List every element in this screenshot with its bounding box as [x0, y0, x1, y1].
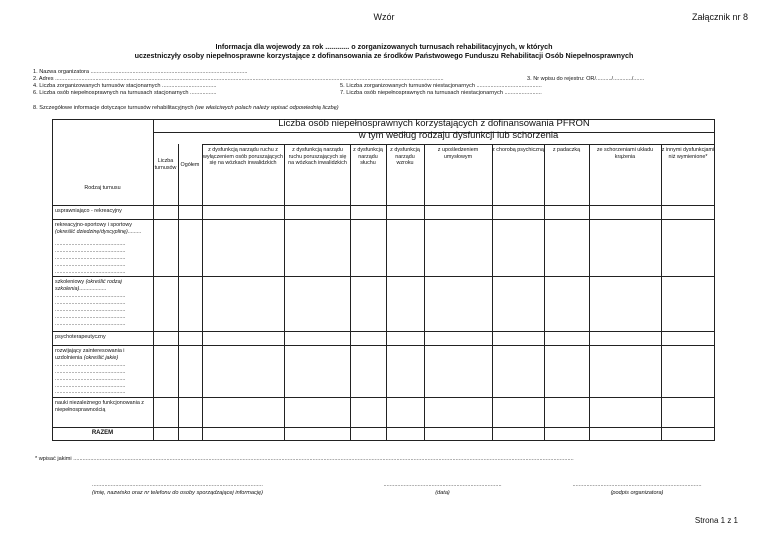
- table-super-header: Liczba osób niepełnosprawnych korzystających z dofinansowania PFRON: [278, 118, 590, 129]
- signature-date-label: (data): [435, 490, 450, 496]
- table-vline-6: [386, 144, 387, 441]
- table-line-row6: [52, 427, 715, 428]
- field-nonstationary-count: 5. Liczba zorganizowanych turnusów niestacjonarnych ..........................................: [340, 83, 542, 89]
- row-sport-dots: .........: [127, 228, 142, 235]
- table-line-row5: [52, 397, 715, 398]
- page-number: Strona 1 z 1: [694, 516, 738, 525]
- row-label-interests: [55, 348, 150, 361]
- table-col-dys-7: z padaczką: [552, 147, 581, 153]
- table-col-count: Liczba turnusów: [154, 158, 177, 171]
- turnus-table: [52, 119, 715, 441]
- row-sport-dots-2: ...............................................: [55, 248, 126, 254]
- footnote: * wpisać jakimi ..................................................................................................................................................................................................................................................................................................................................: [35, 456, 574, 462]
- table-col-dys-3: z dysfunkcją narządu słuchu: [353, 147, 383, 166]
- table-line-row4: [52, 345, 715, 346]
- row-label-psychotherapy: psychoterapeutyczny: [55, 334, 106, 340]
- title-line-1: Informacja dla wojewody za rok ............ o zorganizowanych turnusach rehabilitacyjnych, w których: [215, 42, 553, 51]
- row-interests-dots-4: ...............................................: [55, 383, 126, 389]
- row-training-dots-2: ...............................................: [55, 300, 126, 306]
- row-training-note: (określić rodzaj szkolenia): [55, 279, 122, 292]
- row-training-dots: ..................: [79, 285, 107, 292]
- table-col-dys-2: z dysfunkcją narządu ruchu poruszających się na wózkach inwalidzkich: [288, 147, 347, 166]
- row-training-dots-1: ...............................................: [55, 293, 126, 299]
- table-line-row1: [52, 219, 715, 220]
- row-training-dots-4: ...............................................: [55, 314, 126, 320]
- table-border-left: [52, 119, 53, 441]
- table-col-dys-9: z innymi dysfunkcjami niż wymienione*: [661, 147, 715, 160]
- field-detailed-info: [33, 105, 339, 111]
- table-vline-4: [284, 144, 285, 441]
- field-detailed-note: (we właściwych polach należy wpisać odpowiednią liczbę): [195, 105, 339, 111]
- table-vline-11: [661, 144, 662, 441]
- row-label-independence: nauki niezależnego funkcjonowania z niepełnosprawnością: [55, 400, 145, 413]
- header-attachment-number: Załącznik nr 8: [691, 12, 748, 22]
- table-col-dys-5: z upośledzeniem umysłowym: [437, 147, 479, 160]
- row-training-text: szkoleniowy: [55, 279, 86, 285]
- row-interests-note: (określić jakie): [83, 354, 119, 361]
- row-interests-text: rozwijający zainteresowania i uzdolnienia: [55, 348, 125, 361]
- field-organizer-name: 1. Nazwa organizatora .....................................................................................................: [33, 69, 248, 75]
- field-register-number: 3. Nr wpisu do rejestru: OR/........../............/.......: [527, 76, 645, 82]
- row-label-sport: [55, 222, 150, 235]
- field-stationary-people: 6. Liczba osób niepełnosprawnych na turnusach stacjonarnych .................: [33, 90, 217, 96]
- table-vline-10: [589, 144, 590, 441]
- row-interests-dots-5: ...............................................: [55, 389, 126, 395]
- row-label-rehabilitation: usprawniająco - rekreacyjny: [55, 208, 122, 214]
- table-col-type: Rodzaj turnusu: [84, 185, 121, 191]
- field-detailed-label: 8. Szczegółowe informacje dotyczące turnusów rehabilitacyjnych: [33, 105, 194, 111]
- table-border-right: [714, 119, 715, 441]
- signature-contact-dots: ..............................................................................................................: [92, 482, 263, 488]
- title-line-2: uczestniczyły osoby niepełnosprawne korzystające z dofinansowania ze środków Państwowego Funduszu Rehabilitacji Osób Niepełnosprawnych: [134, 51, 634, 60]
- row-training-dots-3: ...............................................: [55, 307, 126, 313]
- signature-organizer-label: (podpis organizatora): [610, 490, 664, 496]
- table-vline-2: [178, 144, 179, 441]
- table-border-bottom: [52, 440, 715, 441]
- table-vline-5: [350, 144, 351, 441]
- table-col-dys-6: z chorobą psychiczną: [492, 147, 544, 153]
- table-vline-9: [544, 144, 545, 441]
- row-label-total: RAZEM: [91, 430, 114, 436]
- row-training-dots-5: ...............................................: [55, 321, 126, 327]
- table-vline-8: [492, 144, 493, 441]
- table-line-row3: [52, 331, 715, 332]
- row-sport-dots-3: ...............................................: [55, 255, 126, 261]
- row-interests-dots-1: ...............................................: [55, 362, 126, 368]
- field-nonstationary-people: 7. Liczba osób niepełnosprawnych na turnusach niestacjonarnych ........................: [340, 90, 542, 96]
- table-line-row2: [52, 276, 715, 277]
- row-sport-text: rekreacyjno-sportowy i sportowy: [55, 222, 132, 228]
- row-sport-note: (określić dziedzinę/dyscyplinę): [55, 228, 128, 235]
- table-col-dys-1: z dysfunkcją narządu ruchu z wyłączeniem osób poruszających się na wózkach inwalidzkich: [203, 147, 283, 166]
- table-vline-3: [202, 144, 203, 441]
- row-sport-dots-5: ...............................................: [55, 269, 126, 275]
- row-label-training: [55, 279, 150, 292]
- signature-organizer-dots: ...................................................................................: [572, 482, 702, 488]
- row-sport-dots-1: ...............................................: [55, 241, 126, 247]
- table-sub-header: w tym według rodzaju dysfunkcji lub schorzenia: [358, 130, 559, 141]
- signature-contact-label: (imię, nazwisko oraz nr telefonu do osoby sporządzającej informację): [92, 490, 263, 496]
- header-form-type: Wzór: [373, 12, 395, 22]
- field-address: 2. Adres ..........................................................................................................................................................................................................................................................: [33, 76, 444, 82]
- table-col-dys-4: z dysfunkcją narządu wzroku: [390, 147, 420, 166]
- field-stationary-count: 4. Liczba zorganizowanych turnusów stacjonarnych ...................................: [33, 83, 217, 89]
- table-col-dys-8: ze schorzeniami układu krążenia: [596, 147, 654, 160]
- table-line-header-bottom: [52, 205, 715, 206]
- row-interests-dots-2: ...............................................: [55, 369, 126, 375]
- row-interests-dots-3: ...............................................: [55, 376, 126, 382]
- table-line-sub-header: [202, 144, 715, 145]
- signature-date-dots: ............................................................................: [383, 482, 502, 488]
- table-vline-7: [424, 144, 425, 441]
- row-sport-dots-4: ...............................................: [55, 262, 126, 268]
- table-col-total: Ogółem: [180, 162, 200, 168]
